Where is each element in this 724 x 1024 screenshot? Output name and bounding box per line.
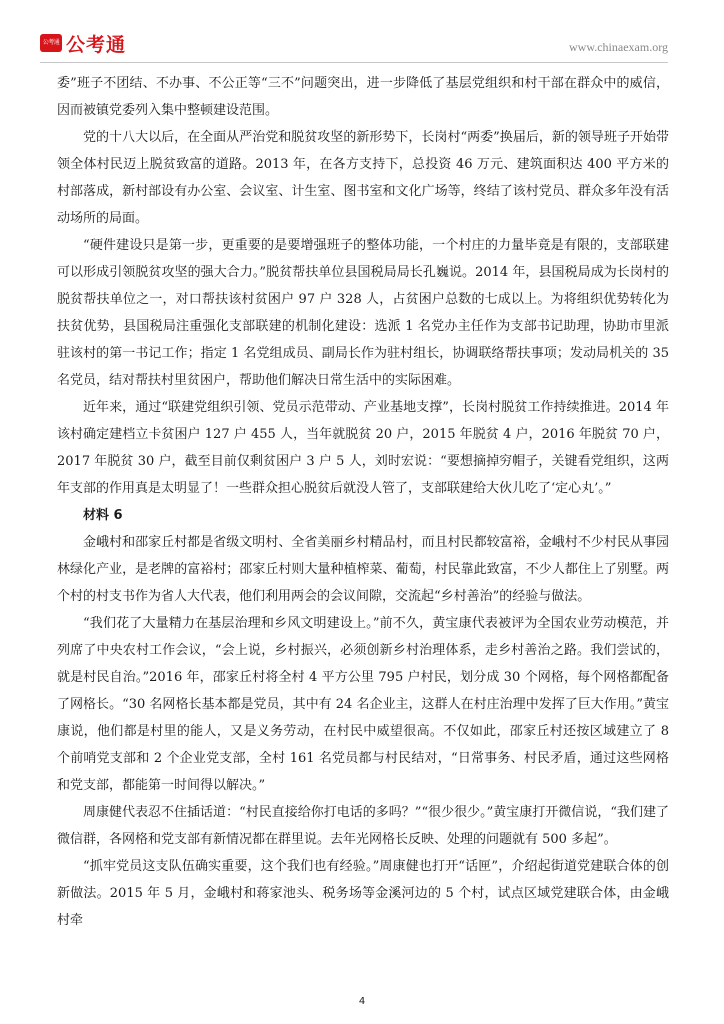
page-header	[40, 30, 668, 60]
section-heading-material-6: 材料 6	[83, 508, 123, 523]
document-body	[57, 70, 669, 934]
logo-badge-icon: 公考通	[40, 34, 62, 52]
paragraph-4: 近年来，通过“联建党组织引领、党员示范带动、产业基地支撑”，长岗村脱贫工作持续推进。2014 年该村确定建档立卡贫困户 127 户 455 人，当年就脱贫 20 户，2015 年脱贫 4 户，2016 年脱贫 70 户，2017 年脱贫 30 户，截至目前仅剩贫困户 3 户 5 人，刘时宏说：“要想摘掉穷帽子，关键看党组织，这两年支部的作用真是太明显了！一些群众担心脱贫后就没人管了，支部联建给大伙儿吃了‘定心丸’。”	[57, 400, 669, 496]
paragraph-6: “我们花了大量精力在基层治理和乡风文明建设上。”前不久，黄宝康代表被评为全国农业劳动模范，并列席了中央农村工作会议，“会上说，乡村振兴，必须创新乡村治理体系，走乡村善治之路。我们尝试的，就是村民自治。”2016 年，邵家丘村将全村 4 平方公里 795 户村民，划分成 30 个网格，每个网格都配备了网格长。“30 名网格长基本都是党员，其中有 24 名企业主，这群人在村庄治理中发挥了巨大作用。”黄宝康说，他们都是村里的能人，又是义务劳动，在村民中威望很高。不仅如此，邵家丘村还按区域建立了 8 个前哨党支部和 2 个企业党支部，全村 161 名党员都与村民结对，“日常事务、村民矛盾，通过这些网格和党支部，都能第一时间得以解决。”	[57, 616, 669, 793]
page-number: 4	[358, 996, 366, 1007]
site-url[interactable]: www.chinaexam.org	[569, 40, 668, 54]
paragraph-1: 委”班子不团结、不办事、不公正等“三不”问题突出，进一步降低了基层党组织和村干部在群众中的威信，因而被镇党委列入集中整顿建设范围。	[57, 76, 669, 118]
header-divider	[40, 62, 668, 63]
paragraph-8: “抓牢党员这支队伍确实重要，这个我们也有经验。”周康健也打开“话匣”，介绍起街道党建联合体的创新做法。2015 年 5 月，金峨村和蒋家池头、税务场等金溪河边的 5 个村，试点区域党建联合体，由金峨村牵	[57, 859, 669, 928]
paragraph-3: “硬件建设只是第一步，更重要的是要增强班子的整体功能，一个村庄的力量毕竟是有限的，支部联建可以形成引领脱贫攻坚的强大合力。”脱贫帮扶单位县国税局局长孔巍说。2014 年，县国税局成为长岗村的脱贫帮扶单位之一，对口帮扶该村贫困户 97 户 328 人，占贫困户总数的七成以上。为将组织优势转化为扶贫优势，县国税局注重强化支部联建的机制化建设：选派 1 名党办主任作为支部书记助理，协助市里派驻该村的第一书记工作；指定 1 名党组成员、副局长作为驻村组长，协调联络帮扶事项；发动局机关的 35 名党员，结对帮扶村里贫困户，帮助他们解决日常生活中的实际困难。	[57, 238, 669, 388]
brand-logo-text: 公考通	[66, 34, 127, 56]
paragraph-7: 周康健代表忍不住插话道：“村民直接给你打电话的多吗？”“很少很少。”黄宝康打开微信说，“我们建了微信群，各网格和党支部有新情况都在群里说。去年光网格长反映、处理的问题就有 500 多起”。	[57, 805, 669, 847]
paragraph-2: 党的十八大以后，在全面从严治党和脱贫攻坚的新形势下，长岗村“两委”换届后，新的领导班子开始带领全体村民迈上脱贫致富的道路。2013 年，在各方支持下，总投资 46 万元、建筑面积达 400 平方米的村部落成，新村部设有办公室、会议室、计生室、图书室和文化广场等，终结了该村党员、群众多年没有活动场所的局面。	[57, 130, 669, 226]
paragraph-5: 金峨村和邵家丘村都是省级文明村、全省美丽乡村精品村，而且村民都较富裕，金峨村不少村民从事园林绿化产业，是老牌的富裕村；邵家丘村则大量种植榨菜、葡萄，村民靠此致富，不少人都住上了别墅。两个村的村支书作为省人大代表，他们利用两会的会议间隙，交流起“乡村善治”的经验与做法。	[57, 535, 669, 604]
